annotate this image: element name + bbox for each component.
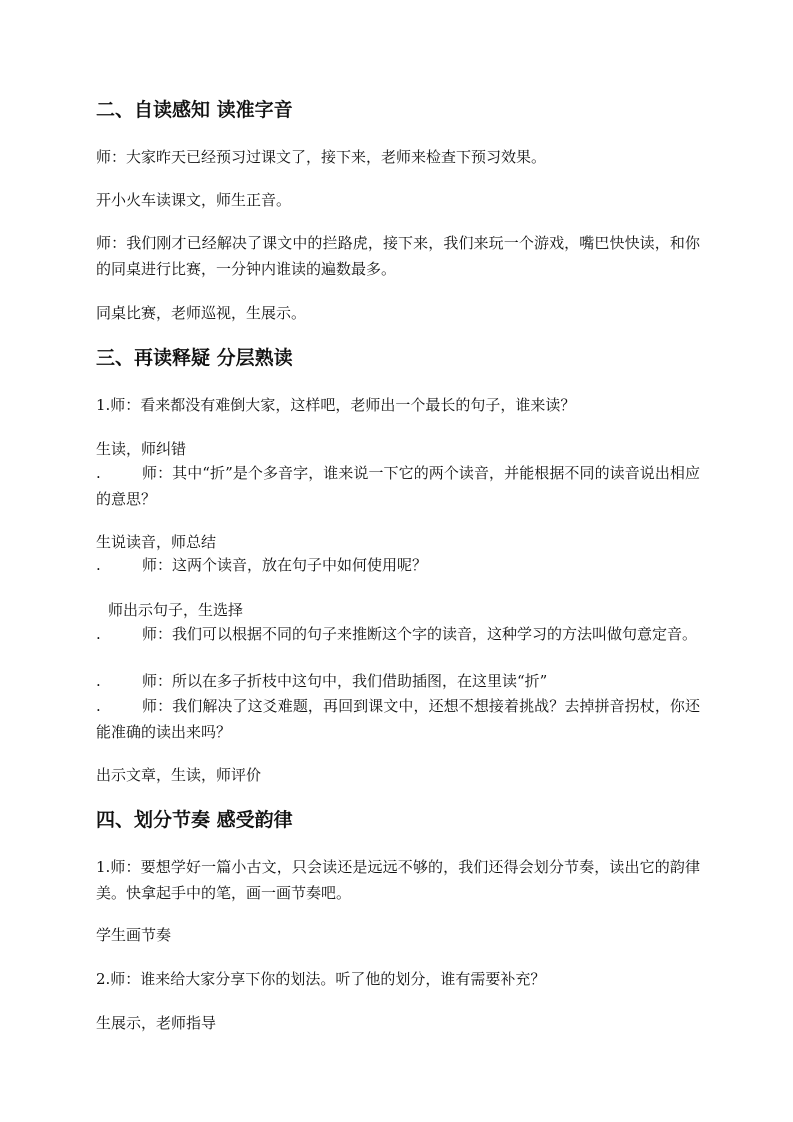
paragraph: 1.师：看来都没有难倒大家，这样吧，老师出一个最长的句子，谁来读？ (96, 396, 576, 414)
paragraph: 师：这两个读音，放在句子中如何使用呢？ (142, 556, 428, 574)
paragraph: 生说读音，师总结 (96, 533, 217, 551)
paragraph: 生读，师纠错 (96, 440, 187, 458)
paragraph: 师：其中“折”是个多音字，谁来说一下它的两个读音，并能根据不同的读音说出相应的意思？ (96, 464, 700, 508)
list-bullet: . (96, 672, 101, 690)
paragraph: 同桌比赛，老师巡视，生展示。 (96, 304, 307, 322)
list-bullet: . (96, 625, 101, 643)
list-bullet: . (96, 464, 101, 482)
paragraph: 1.师：要想学好一篇小古文，只会读还是远远不够的，我们还得会划分节奏，读出它的韵律美。快拿起手中的笔，画一画节奏吧。 (96, 858, 700, 902)
section-heading-3: 三、再读释疑 分层熟读 (96, 347, 293, 369)
list-bullet: . (96, 697, 101, 715)
paragraph: 师出示句子，生选择 (108, 601, 244, 619)
paragraph: 2.师：谁来给大家分享下你的划法。听了他的划分，谁有需要补充？ (96, 970, 546, 988)
list-bullet: . (96, 556, 101, 574)
section-heading-4: 四、划分节奏 感受韵律 (96, 809, 293, 831)
paragraph: 学生画节奏 (96, 926, 172, 944)
paragraph: 出示文章，生读，师评价 (96, 766, 262, 784)
paragraph: 师：大家昨天已经预习过课文了，接下来，老师来检查下预习效果。 (96, 148, 547, 166)
paragraph: 开小火车读课文，师生正音。 (96, 191, 292, 209)
paragraph: 生展示，老师指导 (96, 1014, 217, 1032)
paragraph: 师：所以在多子折枝中这句中，我们借助插图，在这里读“折” (142, 672, 548, 690)
paragraph: 师：我们可以根据不同的句子来推断这个字的读音，这种学习的方法叫做句意定音。 (142, 625, 698, 643)
section-heading-2: 二、自读感知 读准字音 (96, 99, 293, 121)
paragraph: 师：我们刚才已经解决了课文中的拦路虎，接下来，我们来玩一个游戏，嘴巴快快读，和你的同桌进行比赛，一分钟内谁读的遍数最多。 (96, 234, 700, 278)
paragraph: 师：我们解决了这爻难题，再回到课文中，还想不想接着挑战？去掉拼音拐杖，你还能准确的读出来吗？ (96, 697, 700, 741)
